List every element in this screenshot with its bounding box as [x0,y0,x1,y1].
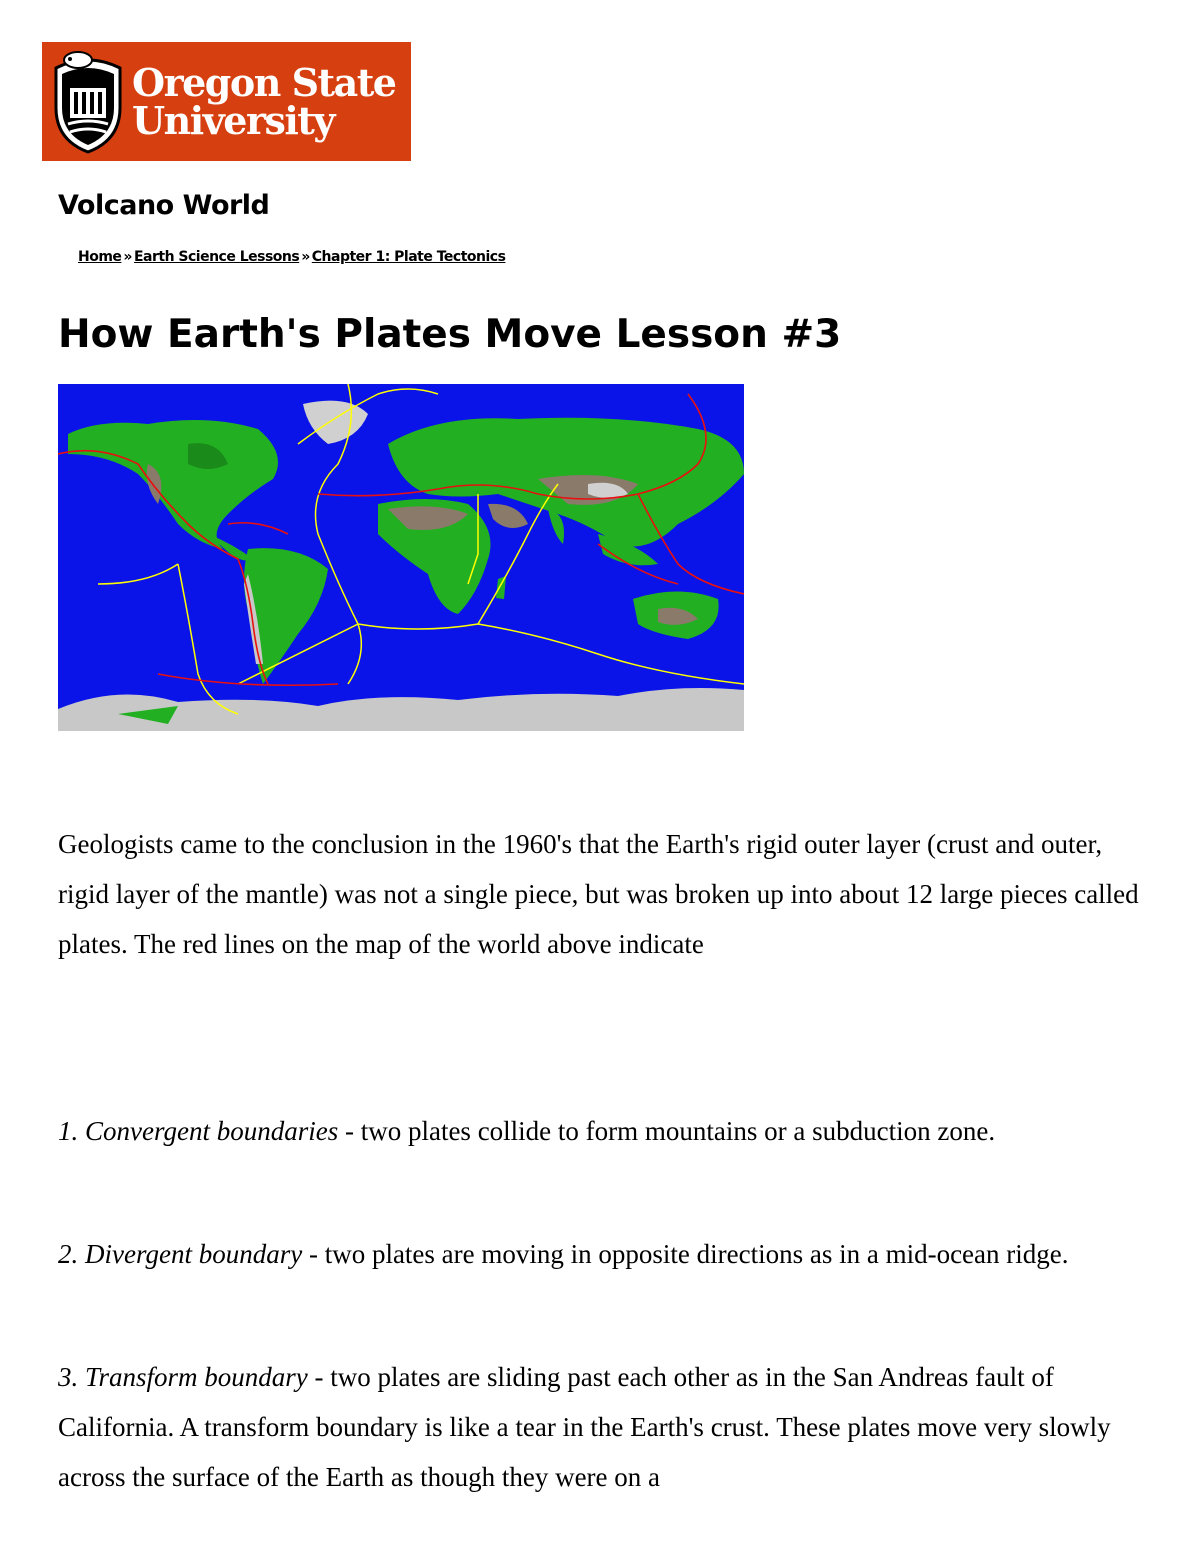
convergent-term: 1. Convergent boundaries [58,1116,339,1146]
world-plate-map-image [58,384,744,731]
breadcrumb-home-link[interactable]: Home [78,249,122,265]
beaver-seal-icon [48,48,128,156]
list-item-convergent [58,1106,1148,1156]
page-title: How Earth's Plates Move Lesson #3 [58,312,842,357]
breadcrumb [78,249,505,265]
breadcrumb-separator: » [123,249,132,265]
transform-description: - two plates are sliding past each other as in the San Andreas fault of California. A transform boundary is like a tear in the Earth's crust. These plates move very slowly across the surface of the Earth as though they were on a [58,1362,1111,1492]
divergent-term: 2. Divergent boundary [58,1239,303,1269]
list-item-transform [58,1352,1148,1502]
list-item-divergent [58,1229,1148,1279]
osu-logo[interactable] [42,42,411,161]
logo-line-1: Oregon State [132,60,396,105]
logo-line-2: University [132,98,334,143]
breadcrumb-earth-science-link[interactable]: Earth Science Lessons [133,249,300,265]
transform-term: 3. Transform boundary [58,1362,308,1392]
convergent-description: - two plates collide to form mountains or a subduction zone. [338,1116,996,1146]
intro-paragraph: Geologists came to the conclusion in the 1960's that the Earth's rigid outer layer (crust and outer, rigid layer of the mantle) was not a single piece, but was broken up into about 12 large pieces called plates. The red lines on the map of the world above indicate [58,829,1139,959]
divergent-description: - two plates are moving in opposite directions as in a mid-ocean ridge. [302,1239,1069,1269]
site-title[interactable]: Volcano World [58,190,270,221]
logo-wordmark [132,60,396,143]
breadcrumb-separator: » [301,249,310,265]
breadcrumb-chapter-link[interactable]: Chapter 1: Plate Tectonics [311,249,506,265]
